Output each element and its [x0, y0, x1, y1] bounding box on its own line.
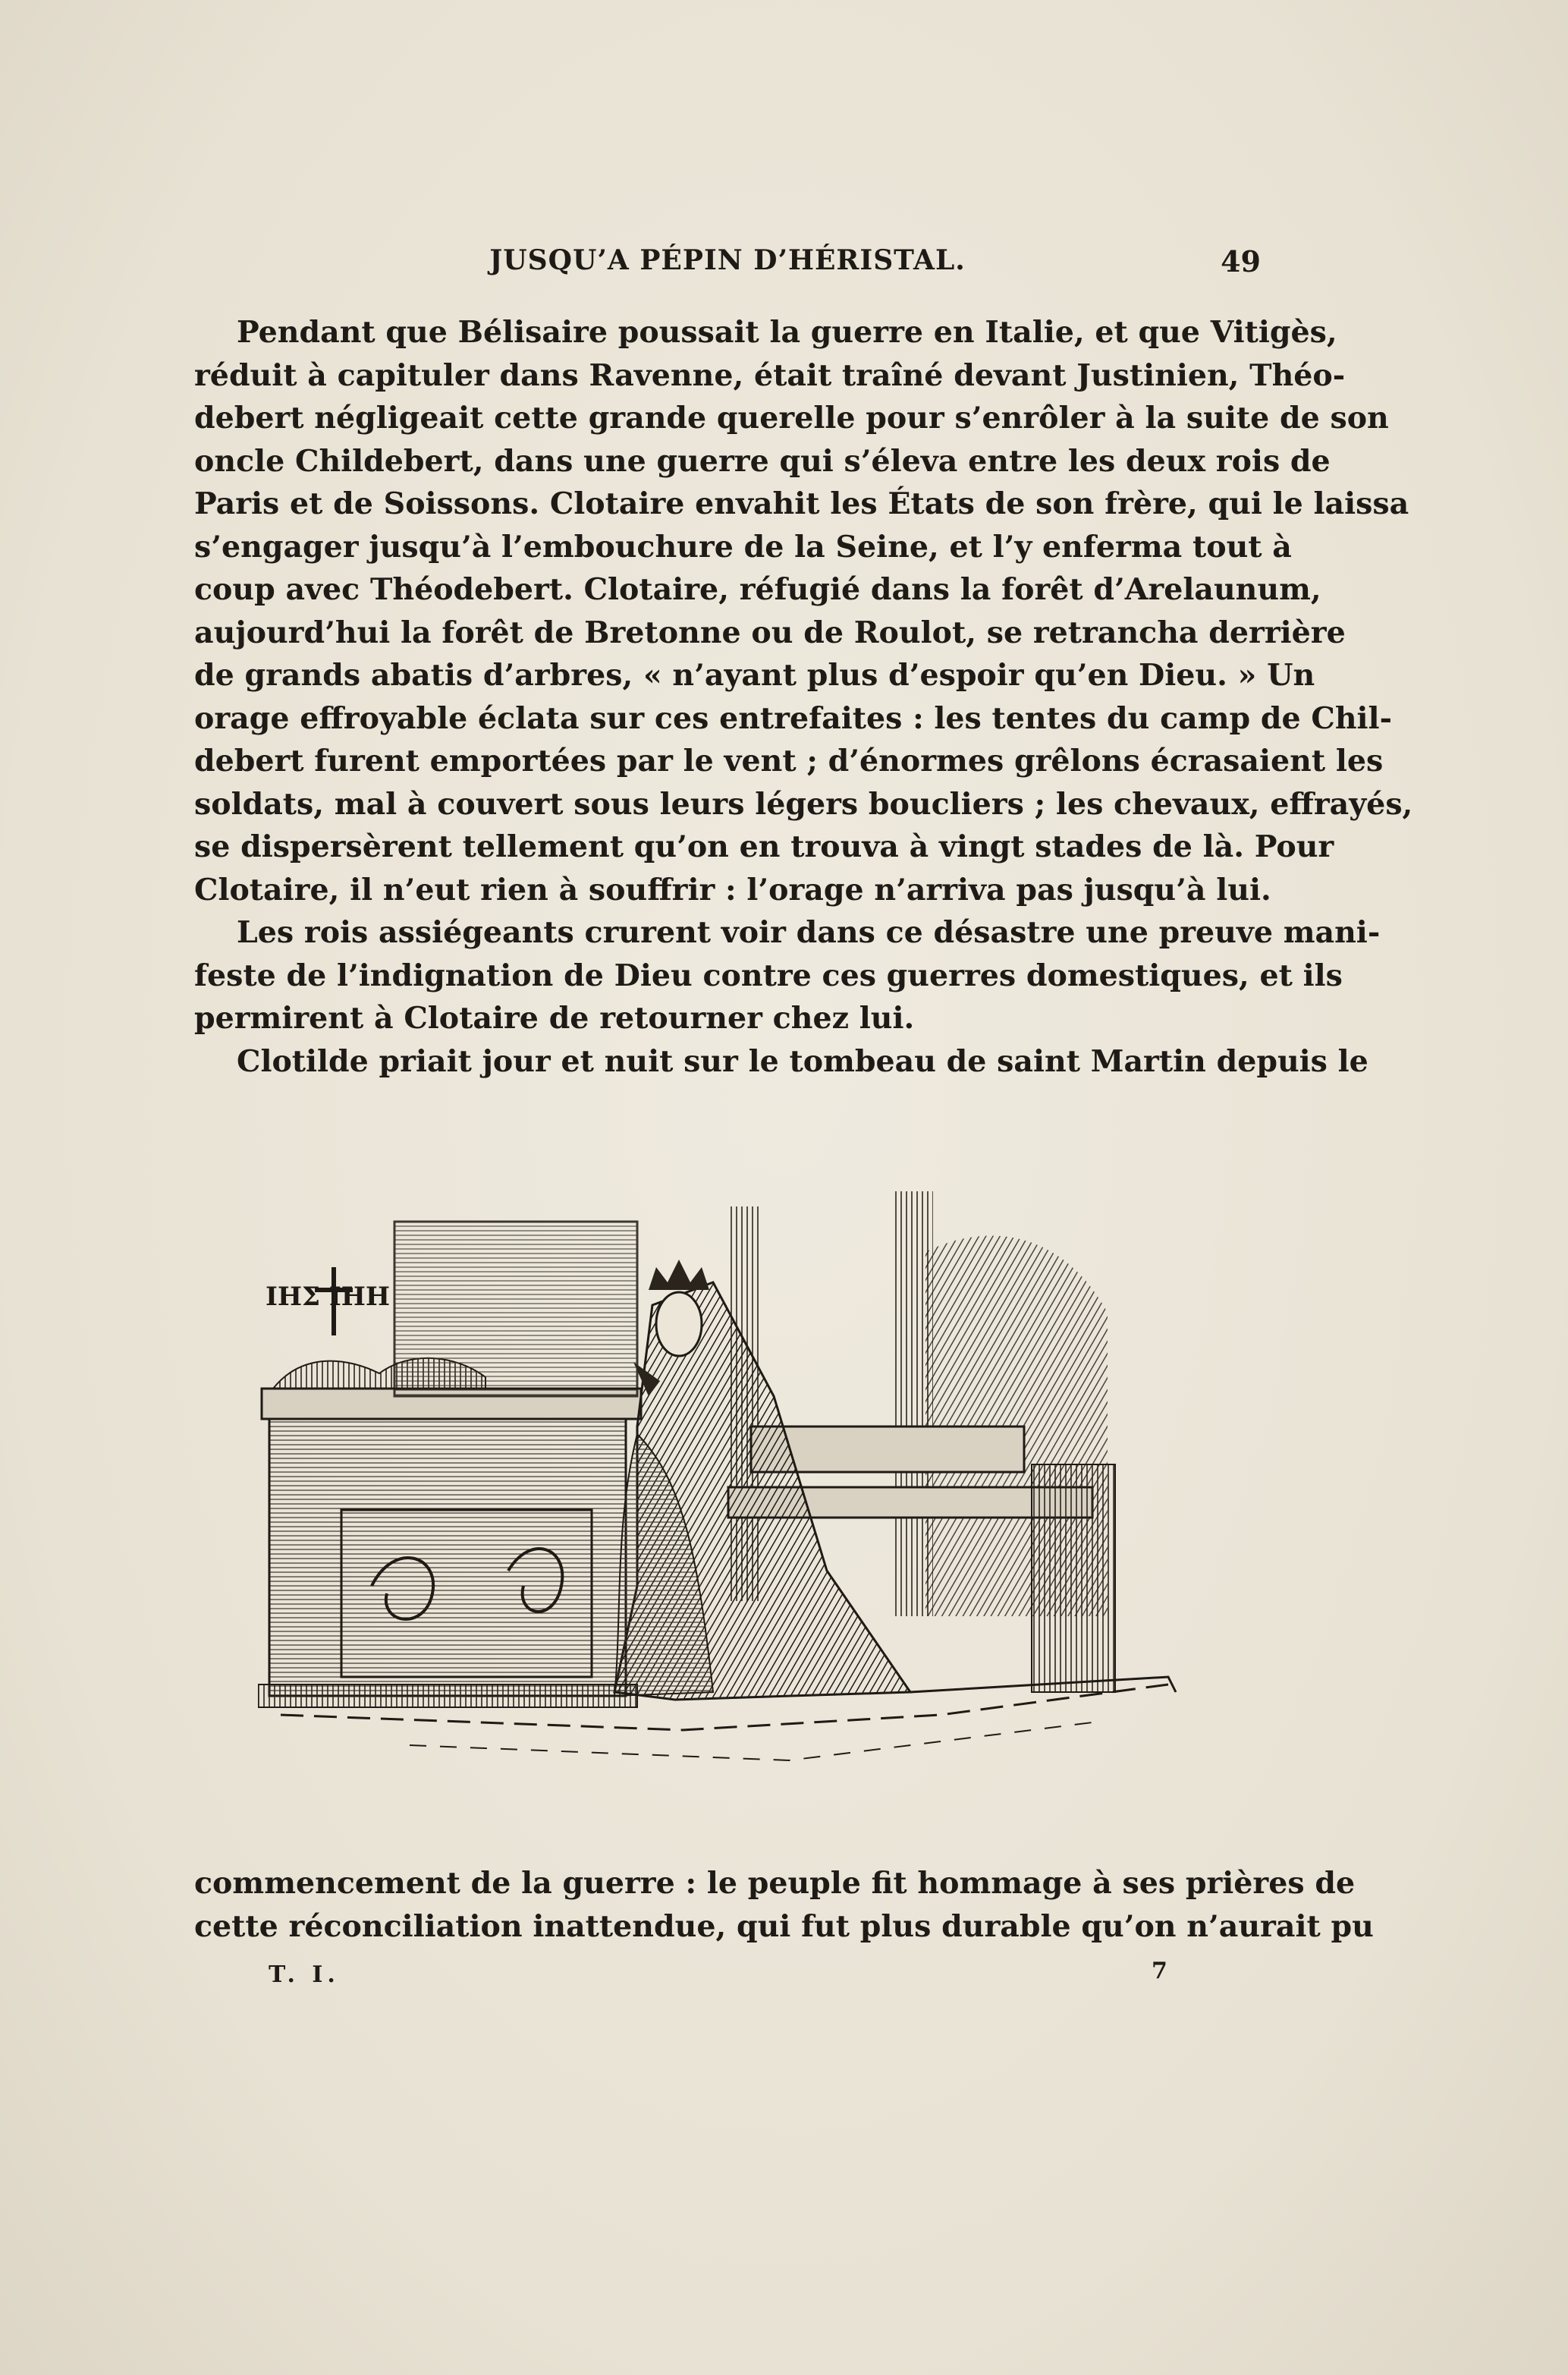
sheet-number: 7: [1152, 1958, 1167, 1984]
tomb: [258, 1222, 641, 1707]
text-line: cette réconciliation inattendue, qui fut plus durable qu’on n’aurait pu: [194, 1908, 1374, 1944]
text-line: Les rois assiégeants crurent voir dans ce désastre une preuve mani-: [237, 915, 1381, 950]
signature-mark: T. I.: [269, 1961, 340, 1988]
running-title: JUSQU’A PÉPIN D’HÉRISTAL.: [489, 244, 966, 276]
text-line: debert négligeait cette grande querelle pour s’enrôler à la suite de son: [194, 401, 1389, 436]
tomb-inscription: ΙΗΣ ΙΗΗ: [266, 1282, 391, 1312]
text-line: Clotaire, il n’eut rien à souffrir : l’orage n’arriva pas jusqu’à lui.: [194, 872, 1271, 908]
text-line: feste de l’indignation de Dieu contre ces guerres domestiques, et ils: [194, 958, 1343, 993]
text-line: s’engager jusqu’à l’embouchure de la Seine, et l’y enferma tout à: [194, 529, 1292, 565]
page-number: 49: [1221, 244, 1261, 278]
text-line: Pendant que Bélisaire poussait la guerre en Italie, et que Vitigès,: [237, 315, 1337, 350]
text-line: coup avec Théodebert. Clotaire, réfugié dans la forêt d’Arelaunum,: [194, 572, 1321, 607]
text-line: de grands abatis d’arbres, « n’ayant plus d’espoir qu’en Dieu. » Un: [194, 658, 1315, 693]
text-line: debert furent emportées par le vent ; d’énormes grêlons écrasaient les: [194, 744, 1384, 779]
text-line: commencement de la guerre : le peuple fit hommage à ses prières de: [194, 1866, 1356, 1901]
text-line: oncle Childebert, dans une guerre qui s’éleva entre les deux rois de: [194, 443, 1331, 479]
text-line: aujourd’hui la forêt de Bretonne ou de Roulot, se retrancha derrière: [194, 615, 1346, 650]
text-line: orage effroyable éclata sur ces entrefaites : les tentes du camp de Chil-: [194, 700, 1392, 736]
body-text-top: [194, 311, 1413, 1083]
engraving-clotilde-praying: [258, 1161, 1206, 1783]
body-text-bottom: [194, 1862, 1374, 1948]
text-line: permirent à Clotaire de retourner chez lui.: [194, 1001, 915, 1036]
text-line: se dispersèrent tellement qu’on en trouva à vingt stades de là. Pour: [194, 829, 1334, 864]
text-line: soldats, mal à couvert sous leurs légers boucliers ; les chevaux, effrayés,: [194, 786, 1413, 822]
page-header: [194, 244, 1261, 287]
text-line: Paris et de Soissons. Clotaire envahit les États de son frère, qui le laissa: [194, 486, 1409, 521]
text-line: Clotilde priait jour et nuit sur le tombeau de saint Martin depuis le: [237, 1043, 1368, 1079]
text-line: réduit à capituler dans Ravenne, était traîné devant Justinien, Théo-: [194, 357, 1346, 393]
